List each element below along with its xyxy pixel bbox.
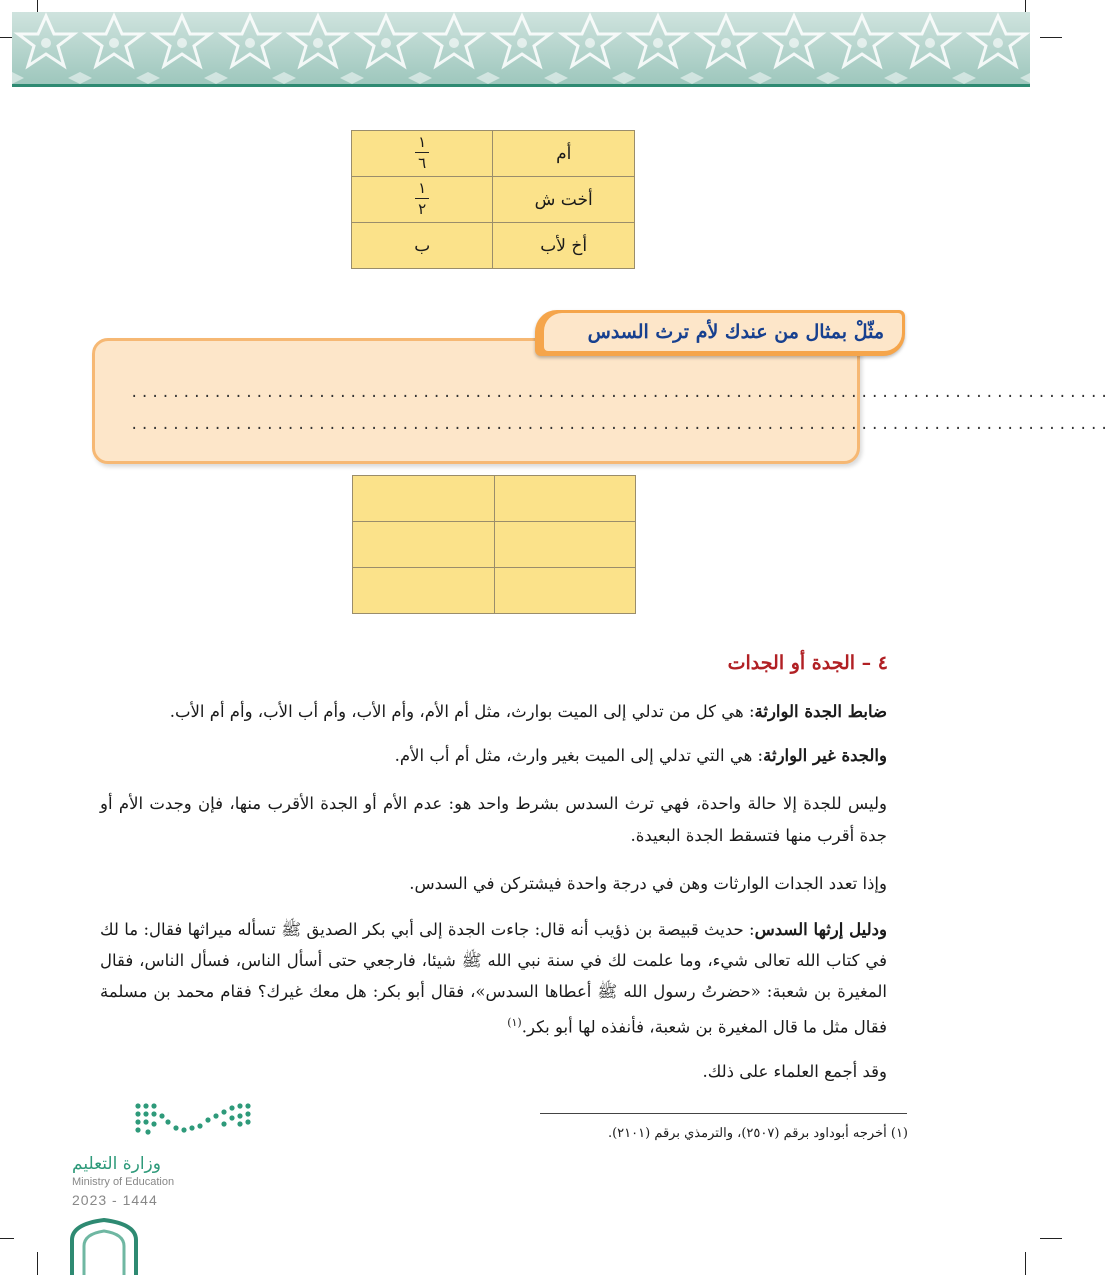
fraction-numerator: ١ [418,178,427,197]
crop-mark [1040,37,1062,38]
blank-inheritance-table [352,475,636,614]
paragraph-shared-sixth: وإذا تعدد الجدات الوارثات وهن في درجة واحدة فيشتركن في السدس. [409,874,887,893]
activity-title: مثّلْ بمثال من عندك لأم ترث السدس [587,321,884,343]
paragraph-consensus: وقد أجمع العلماء على ذلك. [702,1062,887,1081]
share-cell [352,131,493,177]
activity-answer-box [92,338,1110,464]
paragraph-condition: وليس للجدة إلا حالة واحدة، فهي ترث السدس بشرط واحد هو: عدم الأم أو الجدة الأقرب منها، فإن وجدت الأم أو جدة أقرب منها فتسقط الجدة البعيدة. [100,794,887,845]
share-cell: ب [352,223,493,269]
ministry-name-english: Ministry of Education [72,1176,175,1188]
crop-mark [0,1238,14,1239]
heir-cell: أخت ش [493,177,635,223]
share-cell [352,177,493,223]
blank-cell[interactable] [353,522,495,568]
ministry-year: 2023 - 1444 [72,1192,158,1208]
term-label: والجدة غير الوارثة [763,746,887,765]
ministry-emblem-icon [68,1098,258,1148]
fraction-bar [415,198,429,200]
blank-cell[interactable] [494,476,636,522]
header-green-rule [12,84,1030,87]
header-pattern-band [12,12,1030,84]
blank-cell[interactable] [494,522,636,568]
fraction [415,180,429,218]
footnote-rule [540,1113,907,1114]
footnote-reference[interactable]: (١) [507,1016,522,1029]
footnote: (١) أخرجه أبوداود برقم (٢٥٠٧)، والترمذي برقم (٢١٠١). [607,1126,908,1141]
fraction-bar [415,152,429,154]
paragraph-inheriting-grandmother [100,696,887,728]
arch-decoration-icon [68,1218,140,1275]
fraction [415,134,429,172]
definition-text: : هي التي تدلي إلى الميت بغير وارث، مثل أم أب الأم. [394,746,764,765]
paragraph-non-inheriting-grandmother [100,740,887,772]
section-heading: ٤ – الجدة أو الجدات [727,652,888,674]
heir-cell: أم [493,131,635,177]
blank-cell[interactable] [494,568,636,614]
crop-mark [1025,1252,1026,1275]
table-row [352,223,635,269]
answer-line[interactable]: .............................................................................................. [130,385,1110,401]
ministry-logo [68,1098,258,1218]
islamic-pattern-decoration [12,12,1030,84]
table-row [352,131,635,177]
table-row [352,177,635,223]
answer-line[interactable]: .............................................................................................. [130,417,1110,433]
paragraph-evidence [100,914,887,1043]
crop-mark [1040,1238,1062,1239]
ministry-name-arabic: وزارة التعليم [72,1154,161,1174]
crop-mark [37,1252,38,1275]
table-row [353,476,636,522]
heir-cell: أخ لأب [493,223,635,269]
inheritance-table [351,130,635,269]
fraction-denominator: ٢ [418,200,427,219]
fraction-denominator: ٦ [418,154,427,173]
term-label: ودليل إرثها السدس [754,920,887,939]
blank-cell[interactable] [353,476,495,522]
table-row [353,568,636,614]
definition-text: : هي كل من تدلي إلى الميت بوارث، مثل أم الأم، وأم الأب، وأم أب الأب، وأم أم الأب. [169,702,755,721]
table-row [353,522,636,568]
hadith-text: : حديث قبيصة بن ذؤيب أنه قال: جاءت الجدة إلى أبي بكر الصديق ﷺ تسأله ميراثها فقال: ما لك في كتاب الله تعالى شيء، وما علمت لك في سنة نبي الله ﷺ شيئا، فارجعي حتى أسأل الناس، فسأل الناس، فقال المغيرة بن شعبة: «حضرتُ رسول الله ﷺ أعطاها السدس»، فقال أبو بكر: هل معك غيرك؟ فقام محمد بن مسلمة فقال مثل ما قال المغيرة بن شعبة، فأنفذه لها أبو بكر. [100,920,887,1037]
fraction-numerator: ١ [418,132,427,151]
blank-cell[interactable] [353,568,495,614]
term-label: ضابط الجدة الوارثة [754,702,887,721]
